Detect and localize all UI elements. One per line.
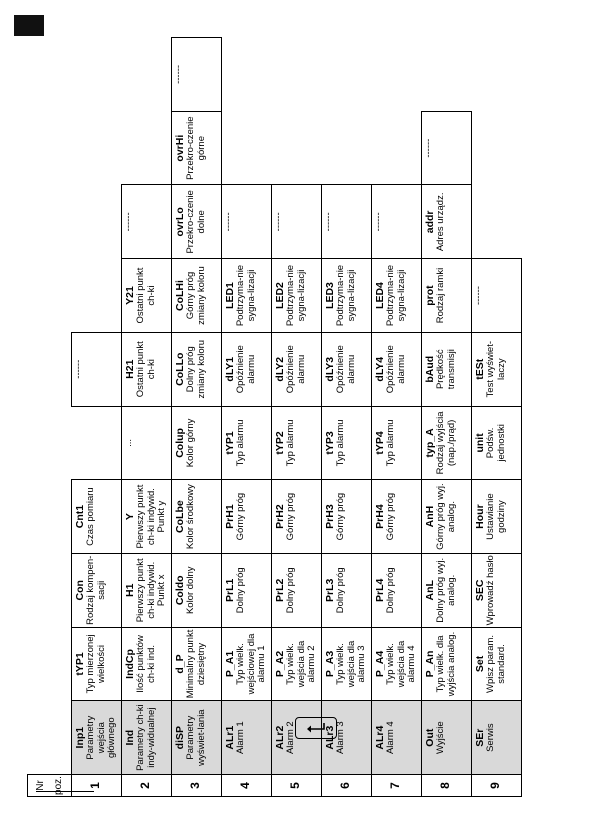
parameter-description: Dolny próg	[335, 567, 346, 614]
parameter-code: ALr3	[324, 725, 336, 750]
parameter-cell	[122, 406, 172, 480]
parameter-cell	[222, 332, 272, 406]
parameter-code: d_P	[174, 654, 186, 674]
parameter-code: PrL2	[274, 578, 286, 602]
footer-rule	[36, 791, 94, 792]
parameter-cell	[122, 553, 172, 627]
parameter-code: Inp1	[74, 726, 86, 749]
parameter-cell	[272, 406, 322, 480]
parameter-description: Górny próg	[335, 492, 346, 541]
parameter-code: LED3	[324, 282, 336, 309]
parameter-description: Ostatni punkt ch-ki	[135, 267, 157, 324]
row-number-cell	[72, 775, 122, 797]
parameter-description: Dolny próg wyj. analog.	[435, 557, 457, 623]
nr-header-label: Nr poz.	[35, 776, 64, 795]
parameter-code: P_A1	[224, 650, 236, 678]
parameter-cell	[172, 332, 222, 406]
parameter-cell	[322, 259, 372, 333]
parameter-description: ------	[423, 138, 434, 158]
empty-cell	[222, 111, 272, 185]
parameter-code: PrH2	[274, 504, 286, 529]
parameter-description: Dolny próg	[385, 567, 396, 614]
parameter-code: prot	[424, 285, 436, 306]
row-number: 6	[338, 782, 352, 789]
parameter-cell	[322, 480, 372, 554]
parameter-code: SEC	[474, 579, 486, 602]
parameter-description: Górny próg wyj. analog.	[435, 483, 457, 550]
parameter-description: Przekro-czenie górne	[185, 116, 207, 180]
parameter-description: Typ alarmu	[385, 419, 396, 467]
row-number-cell	[272, 775, 322, 797]
parameter-cell	[222, 553, 272, 627]
parameter-cell	[322, 332, 372, 406]
parameter-code: ALr4	[374, 725, 386, 750]
parameter-cell	[172, 406, 222, 480]
parameter-code: PrH3	[324, 504, 336, 529]
parameter-description: Typ wielk. wejściowej dla alarmu 1	[235, 633, 267, 695]
empty-cell	[472, 38, 522, 112]
parameter-code: P_A2	[274, 650, 286, 678]
parameter-cell	[372, 259, 422, 333]
parameter-code: CoLLo	[174, 352, 186, 386]
parameter-description: Wyjście	[435, 721, 446, 754]
parameter-description: Minimalny punkt dziesiętny	[185, 629, 207, 699]
parameter-code: Ind	[124, 729, 136, 746]
parameter-description: Typ alarmu	[285, 419, 296, 467]
parameter-code: typ_A	[424, 428, 436, 458]
parameter-cell	[372, 553, 422, 627]
empty-cell	[322, 38, 372, 112]
parameter-cell	[272, 259, 322, 333]
parameter-cell	[172, 111, 222, 185]
parameter-code: H1	[124, 583, 136, 597]
parameter-description: ------	[223, 212, 234, 232]
parameter-cell	[472, 553, 522, 627]
parameter-code: PrL3	[324, 578, 336, 602]
parameter-code: tYP1	[74, 652, 86, 676]
row-number-cell	[322, 775, 372, 797]
parameter-description: Opóźnienie alarmu	[335, 345, 357, 394]
parameter-code: ovrHi	[174, 134, 186, 162]
parameter-description: Typ wielk. wejścia dla alarmu 2	[285, 640, 317, 688]
parameter-description: Rodzaj wyjścia (nap./prąd)	[435, 411, 457, 475]
parameter-description: Prędkość transmisji	[435, 349, 457, 390]
parameter-code: ovrLo	[174, 207, 186, 237]
table-row	[172, 38, 222, 797]
row-number: 4	[238, 782, 252, 789]
parameter-cell	[472, 627, 522, 701]
row-number-cell	[422, 775, 472, 797]
parameter-cell	[422, 111, 472, 185]
parameter-cell	[172, 185, 222, 259]
parameter-description: Ostatni punkt ch-ki	[135, 341, 157, 398]
parameter-cell	[222, 259, 272, 333]
parameter-description: Pierwszy punkt ch-ki indywid. Punkt x	[135, 558, 167, 623]
table-row	[322, 38, 372, 797]
parameter-description: ------	[123, 212, 134, 232]
parameter-description: ------	[473, 286, 484, 306]
parameter-code: dLY4	[374, 356, 386, 382]
parameter-cell	[172, 627, 222, 701]
row-number-cell	[222, 775, 272, 797]
parameter-code: dLY2	[274, 356, 286, 382]
parameter-cell	[222, 627, 272, 701]
parameter-code: ALr1	[224, 725, 236, 750]
parameter-description: Typ wielk. wejścia dla alarmu 3	[335, 640, 367, 688]
empty-cell	[272, 111, 322, 185]
empty-cell	[72, 406, 122, 480]
parameter-cell	[372, 627, 422, 701]
table-row	[372, 38, 422, 797]
parameter-cell	[322, 553, 372, 627]
row-number: 8	[438, 782, 452, 789]
group-cell	[72, 701, 122, 775]
parameter-cell	[422, 480, 472, 554]
parameter-description: Rodzaj ramki	[435, 267, 446, 324]
parameter-description: Podtrzyma-nie sygna-lizacji	[235, 264, 257, 327]
parameter-cell	[472, 480, 522, 554]
parameter-cell	[472, 332, 522, 406]
parameter-description: Adres urządz.	[435, 192, 446, 252]
parameter-cell	[272, 627, 322, 701]
parameter-cell	[422, 553, 472, 627]
parameter-code: tYP1	[224, 431, 236, 455]
parameter-description: Pierwszy punkt ch-ki indywid. Punkt y	[135, 484, 167, 549]
parameter-cell	[172, 480, 222, 554]
nr-header-cell	[28, 775, 72, 797]
empty-cell	[72, 185, 122, 259]
parameter-cell	[172, 259, 222, 333]
parameter-cell	[322, 185, 372, 259]
parameter-description: Górny próg zmiany koloru	[185, 266, 207, 325]
parameter-cell	[372, 480, 422, 554]
parameter-code: P_A4	[374, 650, 386, 678]
row-number-cell	[472, 775, 522, 797]
parameter-description: Alarm 3	[335, 721, 346, 755]
empty-cell	[222, 38, 272, 112]
parameter-code: tYP4	[374, 431, 386, 455]
parameter-code: LED2	[274, 282, 286, 309]
parameter-description: Alarm 1	[235, 721, 246, 755]
parameter-cell	[272, 185, 322, 259]
enter-key-icon	[295, 717, 337, 739]
parameter-code: PrH4	[374, 504, 386, 529]
parameter-matrix-table	[27, 37, 522, 797]
parameter-code: PrL1	[224, 578, 236, 602]
parameter-code: H21	[124, 359, 136, 379]
empty-cell	[372, 38, 422, 112]
parameter-cell	[322, 627, 372, 701]
parameter-description: Alarm 4	[385, 721, 396, 755]
parameter-cell	[472, 406, 522, 480]
parameter-description: Dolny próg	[285, 567, 296, 614]
parameter-description: Górny próg	[235, 492, 246, 541]
parameter-code: ALr2	[274, 725, 286, 750]
parameter-description: ------	[323, 212, 334, 232]
empty-cell	[422, 38, 472, 112]
group-cell	[472, 701, 522, 775]
parameter-description: Ilość punktów ch-ki ind.	[135, 635, 157, 693]
row-number-cell	[372, 775, 422, 797]
parameter-description: ------	[273, 212, 284, 232]
parameter-cell	[272, 480, 322, 554]
parameter-description: Dolny próg	[235, 567, 246, 614]
parameter-description: Test wyświet-laczy	[485, 340, 507, 398]
parameter-code: diSP	[174, 725, 186, 750]
parameter-description: Opóźnienie alarmu	[285, 345, 307, 394]
parameter-description: ...	[123, 438, 134, 447]
parameter-description: Podśw. jednostki	[485, 424, 507, 462]
group-cell	[422, 701, 472, 775]
row-number: 1	[88, 782, 102, 789]
parameter-cell	[222, 480, 272, 554]
empty-cell	[122, 111, 172, 185]
parameter-cell	[222, 185, 272, 259]
parameter-cell	[72, 627, 122, 701]
parameter-code: LED4	[374, 282, 386, 309]
parameter-cell	[122, 185, 172, 259]
parameter-code: AnH	[424, 505, 436, 528]
parameter-description: Rodzaj kompen-sacji	[85, 555, 107, 625]
parameter-description: Typ alarmu	[335, 419, 346, 467]
parameter-code: Coldo	[174, 575, 186, 606]
parameter-description: ------	[373, 212, 384, 232]
row-number: 2	[138, 782, 152, 789]
parameter-cell	[472, 259, 522, 333]
table-row	[422, 38, 472, 797]
parameter-description: ------	[73, 359, 84, 379]
parameter-code: unit	[474, 433, 486, 453]
parameter-description: Górny próg	[285, 492, 296, 541]
parameter-cell	[272, 553, 322, 627]
parameter-description: Opóźnienie alarmu	[235, 345, 257, 394]
parameter-description: Opóźnienie alarmu	[385, 345, 407, 394]
parameter-cell	[322, 406, 372, 480]
row-number-cell	[122, 775, 172, 797]
parameter-description: Wpisz param. standard.	[485, 634, 507, 694]
parameter-code: Con	[74, 580, 86, 601]
parameter-cell	[172, 553, 222, 627]
parameter-description: Przekro-czenie dolne	[185, 190, 207, 254]
parameter-code: AnL	[424, 580, 436, 601]
parameter-description: Wprowadź hasło	[485, 555, 496, 626]
table-row	[72, 38, 122, 797]
empty-cell	[72, 38, 122, 112]
parameter-cell	[422, 406, 472, 480]
parameter-code: dLY1	[224, 356, 236, 382]
row-number: 5	[288, 782, 302, 789]
parameter-code: tYP3	[324, 431, 336, 455]
parameter-description: Dolny próg zmiany koloru	[185, 339, 207, 399]
parameter-cell	[422, 259, 472, 333]
empty-cell	[472, 185, 522, 259]
parameter-code: Set	[474, 655, 486, 673]
parameter-cell	[122, 627, 172, 701]
table-row	[122, 38, 172, 797]
parameter-cell	[422, 185, 472, 259]
parameter-code: PrL4	[374, 578, 386, 602]
parameter-description: Typ wielk. wejścia dla alarmu 4	[385, 640, 417, 688]
group-cell	[172, 701, 222, 775]
table-row	[272, 38, 322, 797]
parameter-cell	[72, 332, 122, 406]
parameter-cell	[122, 332, 172, 406]
parameter-description: Górny próg	[385, 492, 396, 541]
parameter-description: Typ alarmu	[235, 419, 246, 467]
parameter-description: Typ mierzonej wielkości	[85, 634, 107, 694]
table-row	[222, 38, 272, 797]
parameter-description: Parametry wejścia głównego	[85, 715, 117, 760]
parameter-cell	[372, 332, 422, 406]
parameter-code: Out	[424, 728, 436, 747]
parameter-code: CoLHi	[174, 280, 186, 311]
parameter-code: P_An	[424, 650, 436, 678]
table-header-row	[28, 38, 72, 797]
row-number: 9	[488, 782, 502, 789]
row-number-cell	[172, 775, 222, 797]
parameter-cell	[72, 553, 122, 627]
table-row	[472, 38, 522, 797]
parameter-code: tESt	[474, 358, 486, 380]
parameter-code: dLY3	[324, 356, 336, 382]
parameter-description: Kolor górny	[185, 418, 196, 468]
parameter-description: Podtrzyma-nie sygna-lizacji	[335, 264, 357, 327]
parameter-cell	[372, 406, 422, 480]
parameter-description: Podtrzyma-nie sygna-lizacji	[285, 264, 307, 327]
empty-cell	[122, 38, 172, 112]
parameter-description: Kolor dolny	[185, 566, 196, 615]
empty-cell	[472, 111, 522, 185]
parameter-code: P_A3	[324, 650, 336, 678]
parameter-cell	[222, 406, 272, 480]
parameter-code: Colup	[174, 428, 186, 458]
group-cell	[372, 701, 422, 775]
parameter-code: Y	[124, 513, 136, 521]
parameter-code: IndCp	[124, 649, 136, 679]
row-number: 7	[388, 782, 402, 789]
parameter-code: SEr	[474, 728, 486, 747]
parameter-cell	[372, 185, 422, 259]
parameter-description: Alarm 2	[285, 721, 296, 755]
empty-cell	[72, 111, 122, 185]
parameter-code: Cnt1	[74, 504, 86, 529]
parameter-description: Typ wielk. dla wyjścia analog.	[435, 631, 457, 697]
parameter-description: Serwis	[485, 723, 496, 752]
empty-cell	[72, 259, 122, 333]
parameter-code: tYP2	[274, 431, 286, 455]
parameter-description: Ustawianie godziny	[485, 493, 507, 540]
parameter-code: PrH1	[224, 504, 236, 529]
parameter-description: Podtrzyma-nie sygna-lizacji	[385, 264, 407, 327]
empty-cell	[322, 111, 372, 185]
empty-cell	[372, 111, 422, 185]
parameter-cell	[272, 332, 322, 406]
parameter-description: Czas pomiaru	[85, 487, 96, 546]
parameter-description: Kolor środkowy	[185, 484, 196, 550]
parameter-description: ------	[173, 64, 184, 84]
parameter-code: Y21	[124, 286, 136, 305]
parameter-cell	[72, 480, 122, 554]
parameter-description: Parametry wyświet-lania	[185, 709, 207, 766]
group-cell	[222, 701, 272, 775]
group-cell	[122, 701, 172, 775]
parameter-matrix-rotated	[27, 17, 588, 797]
parameter-cell	[422, 332, 472, 406]
parameter-code: CoLbe	[174, 500, 186, 533]
parameter-description: Parametry ch-ki indy-widualnej	[135, 704, 157, 771]
empty-cell	[272, 38, 322, 112]
parameter-code: Hour	[474, 504, 486, 529]
row-number: 3	[188, 782, 202, 789]
parameter-code: bAud	[424, 355, 436, 383]
parameter-cell	[422, 627, 472, 701]
parameter-code: LED1	[224, 282, 236, 309]
parameter-cell	[122, 480, 172, 554]
parameter-cell	[122, 259, 172, 333]
parameter-cell	[172, 38, 222, 112]
parameter-code: addr	[424, 210, 436, 234]
